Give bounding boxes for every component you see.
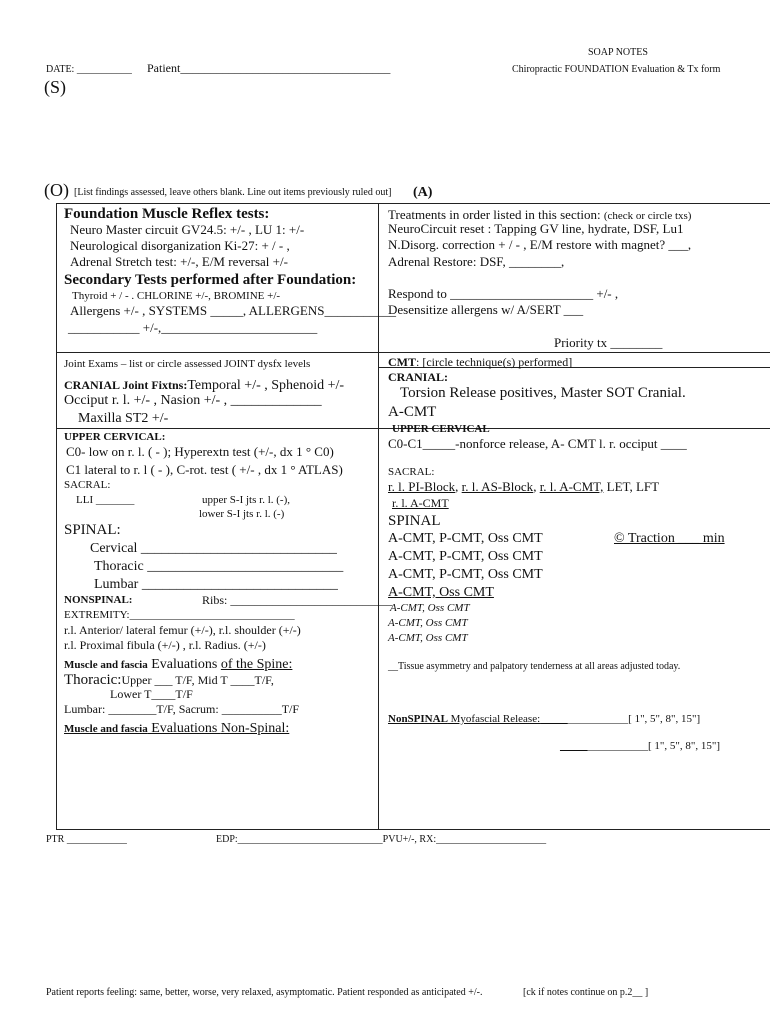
spinal-line-2: A-CMT, P-CMT, Oss CMT — [388, 549, 543, 564]
mf-nonspinal-heading — [64, 719, 289, 737]
date-field[interactable]: DATE: ___________ — [46, 64, 132, 75]
ptr-field[interactable]: PTR ____________ — [46, 834, 127, 845]
tissue-asymmetry: __Tissue asymmetry and palpatory tenderness at all areas adjusted today. — [388, 661, 681, 672]
myofascial2-a: _____ — [560, 740, 588, 752]
priority-tx: Priority tx ________ — [554, 335, 663, 350]
cmt-heading — [388, 353, 572, 371]
nonspinal-label: NONSPINAL: — [64, 594, 133, 606]
c0-c1-release: C0-C1_____-nonforce release, A- CMT l. r. occiput ____ — [388, 436, 687, 451]
thoracic-line: Thoracic ____________________________ — [94, 559, 344, 574]
secondary-title: Secondary Tests performed after Foundation: — [64, 272, 357, 288]
objective-label: (O) — [44, 180, 69, 200]
treatments-b: (check or circle txs) — [603, 210, 692, 222]
sacral-block-b: r. l. AS-Block — [461, 479, 534, 494]
cranial-fixations-values: Temporal +/- , Sphenoid +/- — [187, 378, 345, 393]
myofascial2-b: ___________[ 1", 5", 8", 15"] — [587, 740, 721, 752]
mf-nonspinal-a: Muscle and fascia — [64, 723, 148, 735]
soap-notes-title: SOAP NOTES — [588, 47, 648, 58]
sacral-label-right: SACRAL: — [388, 466, 435, 478]
small-cmt-2: A-CMT, Oss CMT — [388, 617, 468, 629]
frame-bottom-line — [56, 829, 770, 830]
objective-note: [List findings assessed, leave others blank. Line out items previously ruled out] — [74, 187, 392, 198]
upper-cervical-right: UPPER CERVICAL — [392, 423, 490, 435]
allergens-line: Allergens +/- , SYSTEMS _____, ALLERGENS___________ — [70, 303, 396, 318]
spinal-label: SPINAL: — [64, 522, 121, 538]
allergens-line-2: ___________ +/-,________________________ — [68, 320, 318, 335]
myofascial-d: ___________[ 1", 5", 8", 15"] — [567, 713, 701, 725]
continue-note: [ck if notes continue on p.2__ ] — [523, 987, 649, 998]
lower-si-joints: lower S-I jts r. l. (-) — [199, 508, 285, 520]
joint-exams: Joint Exams – list or circle assessed JOINT dysfx levels — [64, 358, 311, 370]
frame-mid-line — [378, 203, 379, 830]
sacral-label: SACRAL: — [64, 479, 111, 491]
treatments-a: Treatments in order listed in this section: — [388, 207, 604, 222]
neuro-master-circuit: Neuro Master circuit GV24.5: +/- , LU 1: +/- — [70, 222, 305, 237]
upper-si-joints: upper S-I jts r. l. (-), — [202, 494, 290, 506]
cranial-fixations — [64, 376, 344, 394]
proximal-fibula-line: r.l. Proximal fibula (+/-) , r.l. Radius. (+/-) — [64, 638, 266, 652]
lumbar-line: Lumbar ____________________________ — [94, 577, 338, 592]
edp-pvu-rx-field[interactable]: EDP:_____________________________PVU+/-, RX:______________________ — [216, 834, 547, 845]
anterior-femur-line: r.l. Anterior/ lateral femur (+/-), r.l. shoulder (+/-) — [64, 623, 301, 637]
mf-spine-b: Evaluations — [147, 657, 221, 672]
spinal-label-right: SPINAL — [388, 513, 441, 529]
patient-field[interactable]: Patient___________________________________ — [147, 61, 391, 75]
myofascial-c: _____ — [540, 713, 568, 725]
adrenal-restore: Adrenal Restore: DSF, ________, — [388, 254, 565, 269]
small-cmt-1: A-CMT, Oss CMT — [390, 602, 470, 614]
mf-nonspinal-c: Non-Spinal: — [220, 721, 290, 736]
thoracic-mf-a: Thoracic: — [64, 672, 122, 688]
assessment-label: (A) — [413, 185, 433, 200]
neurocircuit-reset: NeuroCircuit reset : Tapping GV line, hydrate, DSF, Lu1 — [388, 221, 684, 236]
thoracic-mf-b: Upper ___ T/F, Mid T ____T/F, — [121, 673, 274, 687]
ndisorg-correction: N.Disorg. correction + / - , E/M restore with magnet? ___, — [388, 237, 692, 252]
mf-spine-heading — [64, 655, 292, 673]
cervical-line: Cervical ____________________________ — [90, 541, 337, 556]
maxilla: Maxilla ST2 +/- — [78, 411, 169, 426]
lower-t: Lower T____T/F — [110, 687, 193, 701]
cmt-b: : [circle technique(s) performed] — [416, 355, 573, 369]
lumbar-mf: Lumbar: ________T/F, Sacrum: __________T/F — [64, 702, 300, 716]
patient-reports: Patient reports feeling: same, better, worse, very relaxed, asymptomatic. Patient responded as anticipated +/-. — [46, 987, 483, 998]
a-cmt-cranial: A-CMT — [388, 404, 437, 420]
lli: LLI _______ — [76, 494, 135, 506]
thyroid-line: Thyroid + / - . CHLORINE +/-, BROMINE +/- — [72, 290, 281, 302]
thoracic-mf — [64, 671, 274, 689]
cranial-label-right: CRANIAL: — [388, 370, 448, 384]
cranial-fixations-label: CRANIAL Joint Fixtns: — [64, 378, 188, 392]
adrenal-stretch: Adrenal Stretch test: +/-, E/M reversal +/- — [70, 254, 288, 269]
ribs-line: Ribs: ___________________________ — [202, 593, 393, 607]
cmt-a: CMT — [388, 355, 416, 369]
myofascial-b: Myofascial Release: — [447, 713, 541, 725]
sacral-blocks: r. l. PI-Block, r. l. AS-Block, r. l. A-CMT, LET, LFT — [388, 479, 660, 494]
myofascial-release — [388, 713, 700, 725]
sacral-block-c: r. l. A-CMT, — [539, 479, 604, 494]
mf-spine-c: of the Spine: — [220, 657, 293, 672]
myofascial-a: NonSPINAL — [388, 713, 448, 725]
torsion-release: Torsion Release positives, Master SOT Cranial. — [400, 385, 686, 401]
frame-left-line — [56, 203, 57, 830]
extremity-line: EXTREMITY:______________________________ — [64, 609, 295, 621]
spinal-line-1: A-CMT, P-CMT, Oss CMT — [388, 531, 543, 546]
small-cmt-3: A-CMT, Oss CMT — [388, 632, 468, 644]
neuro-disorganization: Neurological disorganization Ki-27: + / - , — [70, 238, 290, 253]
c1-test: C1 lateral to r. l ( - ), C-rot. test ( +/- , dx 1 ° ATLAS) — [66, 462, 343, 477]
c0-test: C0- low on r. l. ( - ); Hyperextn test (+/-, dx 1 ° C0) — [66, 444, 334, 459]
mf-spine-a: Muscle and fascia — [64, 659, 148, 671]
form-title: Chiropractic FOUNDATION Evaluation & Tx form — [512, 64, 721, 75]
traction: © Traction ___ min — [614, 531, 725, 546]
occiput-nasion: Occiput r. l. +/- , Nasion +/- , _____________ — [64, 393, 322, 408]
mf-nonspinal-b: Evaluations — [147, 721, 221, 736]
sacral-block-a: r. l. PI-Block — [388, 479, 456, 494]
sacral-block-d: LET, LFT — [606, 479, 660, 494]
frame-top-line — [56, 203, 770, 204]
desensitize-allergens: Desensitize allergens w/ A/SERT ___ — [388, 302, 584, 317]
respond-to: Respond to ______________________ +/- , — [388, 286, 619, 301]
spinal-line-3: A-CMT, P-CMT, Oss CMT — [388, 567, 543, 582]
subjective-label: (S) — [44, 77, 66, 97]
myofascial-release-2 — [560, 740, 720, 752]
sacral-a-cmt: r. l. A-CMT — [392, 496, 449, 510]
spinal-line-4: A-CMT, Oss CMT — [388, 585, 494, 600]
upper-cervical-label: UPPER CERVICAL: — [64, 431, 166, 443]
foundation-title: Foundation Muscle Reflex tests: — [64, 206, 270, 222]
